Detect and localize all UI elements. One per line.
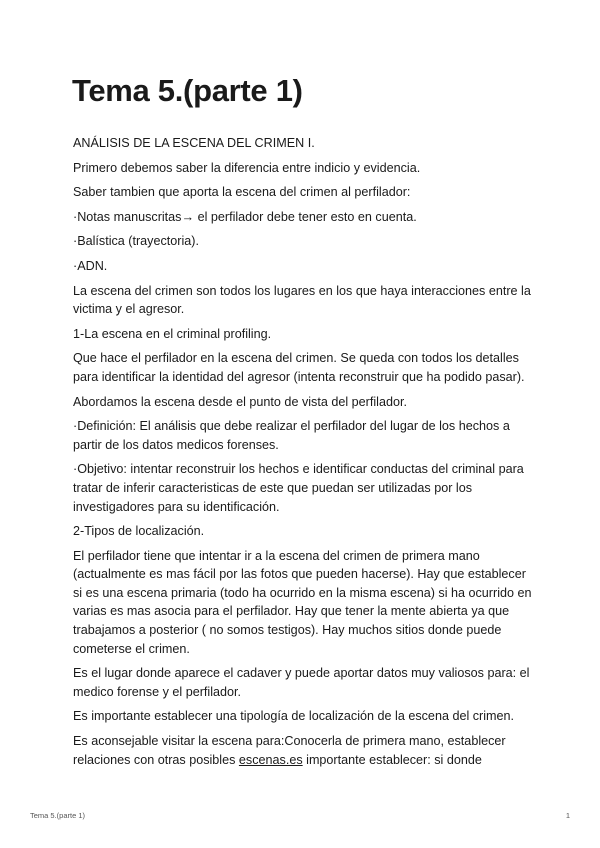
bullet-item: ·Objetivo: intentar reconstruir los hechos e identificar conductas del criminal para tratar de inferir caracteristicas de este que puedan ser utilizadas por los investigadores para su identificación. <box>73 462 524 514</box>
page-number: 1 <box>565 811 570 820</box>
paragraph: Que hace el perfilador en la escena del crimen. Se queda con todos los detalles para identificar la identidad del agresor (intenta reconstruir que ha podido pasar). <box>73 351 525 384</box>
paragraph: Es el lugar donde aparece el cadaver y puede aportar datos muy valiosos para: el medico forense y el perfilador. <box>73 666 530 699</box>
bullet-item: ·ADN. <box>73 258 108 273</box>
escenas-link[interactable]: escenas.es <box>238 752 303 767</box>
paragraph: La escena del crimen son todos los lugares en los que haya interacciones entre la victima y el agresor. <box>73 283 531 317</box>
paragraph: Es importante establecer una tipología de localización de la escena del crimen. <box>73 709 515 724</box>
paragraph: El perfilador tiene que intentar ir a la escena del crimen de primera mano (actualmente es mas fácil por las fotos que pueden hacerse). Hay que establecer si es una escena primaria (todo ha ocurrido en la misma escena) si ha ocurrido en varias es mas asocia para el perfilador. Hay que tener la mente abierta ya que trabajamos a posterior ( no somos testigos). Hay muchos sitios donde puede cometerse el crimen. <box>73 548 532 656</box>
bullet-item: ·Definición: El análisis que debe realizar el perfilador del lugar de los hechos a partir de los datos medicos forenses. <box>73 419 510 452</box>
subsection-heading: 1-La escena en el criminal profiling. <box>73 326 272 341</box>
paragraph: Abordamos la escena desde el punto de vista del perfilador. <box>73 394 407 409</box>
footer-title: Tema 5.(parte 1) <box>30 811 86 820</box>
bullet-item: ·Notas manuscritas→ el perfilador debe tener esto en cuenta. <box>73 209 417 224</box>
paragraph: Primero debemos saber la diferencia entre indicio y evidencia. <box>73 160 421 175</box>
paragraph-text: Es aconsejable visitar la escena para:Conocerla de primera mano, establecer relaciones con otras posibles <box>73 734 506 767</box>
document-body <box>73 134 535 775</box>
paragraph-with-link <box>73 732 535 769</box>
paragraph-text: importante establecer: si donde <box>302 752 482 767</box>
page-title: Tema 5.(parte 1) <box>72 73 303 108</box>
bullet-item: ·Balística (trayectoria). <box>73 234 199 249</box>
paragraph: Saber tambien que aporta la escena del crimen al perfilador: <box>73 185 411 200</box>
section-heading: ANÁLISIS DE LA ESCENA DEL CRIMEN I. <box>73 136 315 150</box>
subsection-heading: 2-Tipos de localización. <box>73 524 205 539</box>
